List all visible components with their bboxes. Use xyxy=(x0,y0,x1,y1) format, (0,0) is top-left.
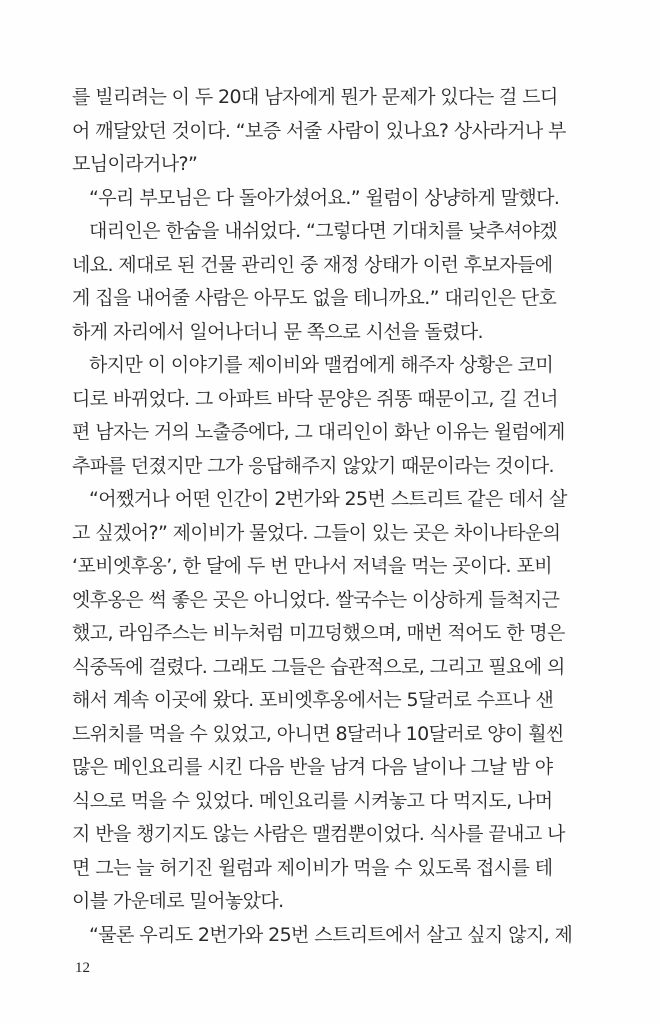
text-line: 하게 자리에서 일어나더니 문 쪽으로 시선을 돌렸다. xyxy=(72,320,483,343)
text-line: 대리인은 한숨을 내쉬었다. “그렇다면 기대치를 낮추셔야겠 xyxy=(89,220,557,242)
text-line: 네요. 제대로 된 건물 관리인 중 재정 상태가 이런 후보자들에 xyxy=(72,253,553,276)
text-line: ‘포비엣후옹’, 한 달에 두 번 만나서 저녁을 먹는 곳이다. 포비 xyxy=(72,555,552,577)
text-line: 추파를 던졌지만 그가 응답해주지 않았기 때문이라는 것이다. xyxy=(72,454,554,477)
text-line: 디로 바뀌었다. 그 아파트 바닥 문양은 쥐똥 때문이고, 길 건너 xyxy=(72,387,558,410)
text-line: 식으로 먹을 수 있었다. 메인요리를 시켜놓고 다 먹지도, 나머 xyxy=(72,789,553,812)
text-line: “물론 우리도 2번가와 25번 스트리트에서 살고 싶지 않지, 제 xyxy=(89,923,573,946)
text-line: “어쨌거나 어떤 인간이 2번가와 25번 스트리트 같은 데서 살 xyxy=(89,488,567,510)
text-line: 드위치를 먹을 수 있었고, 아니면 8달러나 10달러로 양이 훨씬 xyxy=(72,722,564,745)
text-line: 게 집을 내어줄 사람은 아무도 없을 테니까요.” 대리인은 단호 xyxy=(72,287,557,309)
text-line: 했고, 라임주스는 비누처럼 미끄덩했으며, 매번 적어도 한 명은 xyxy=(72,622,565,644)
text-line: 이블 가운데로 밀어놓았다. xyxy=(72,890,284,912)
body-text xyxy=(72,81,573,952)
text-line: 어 깨달았던 것이다. “보증 서줄 사람이 있나요? 상사라거나 부 xyxy=(72,119,566,142)
text-line: 많은 메인요리를 시킨 다음 반을 남겨 다음 날이나 그날 밤 야 xyxy=(72,756,553,778)
text-line: 면 그는 늘 허기진 윌럼과 제이비가 먹을 수 있도록 접시를 테 xyxy=(72,856,553,879)
text-line: 를 빌리려는 이 두 20대 남자에게 뭔가 문제가 있다는 걸 드디 xyxy=(72,86,558,108)
text-line: 하지만 이 이야기를 제이비와 맬컴에게 해주자 상황은 코미 xyxy=(89,354,554,376)
text-line: 지 반을 챙기지도 않는 사람은 맬컴뿐이었다. 식사를 끝내고 나 xyxy=(72,823,565,845)
text-line: 모님이라거나?” xyxy=(72,153,198,175)
text-line: 편 남자는 거의 노출증에다, 그 대리인이 화난 이유는 윌럼에게 xyxy=(72,421,565,443)
text-line: 고 싶겠어?” 제이비가 물었다. 그들이 있는 곳은 차이나타운의 xyxy=(72,521,561,544)
text-line: “우리 부모님은 다 돌아가셨어요.” 윌럼이 상냥하게 말했다. xyxy=(89,186,560,209)
text-line: 식중독에 걸렸다. 그래도 그들은 습관적으로, 그리고 필요에 의 xyxy=(72,655,565,678)
text-line: 엣후옹은 썩 좋은 곳은 아니었다. 쌀국수는 이상하게 들척지근 xyxy=(72,588,560,611)
page-number: 12 xyxy=(75,960,90,976)
text-line: 해서 계속 이곳에 왔다. 포비엣후옹에서는 5달러로 수프나 샌 xyxy=(72,689,554,711)
